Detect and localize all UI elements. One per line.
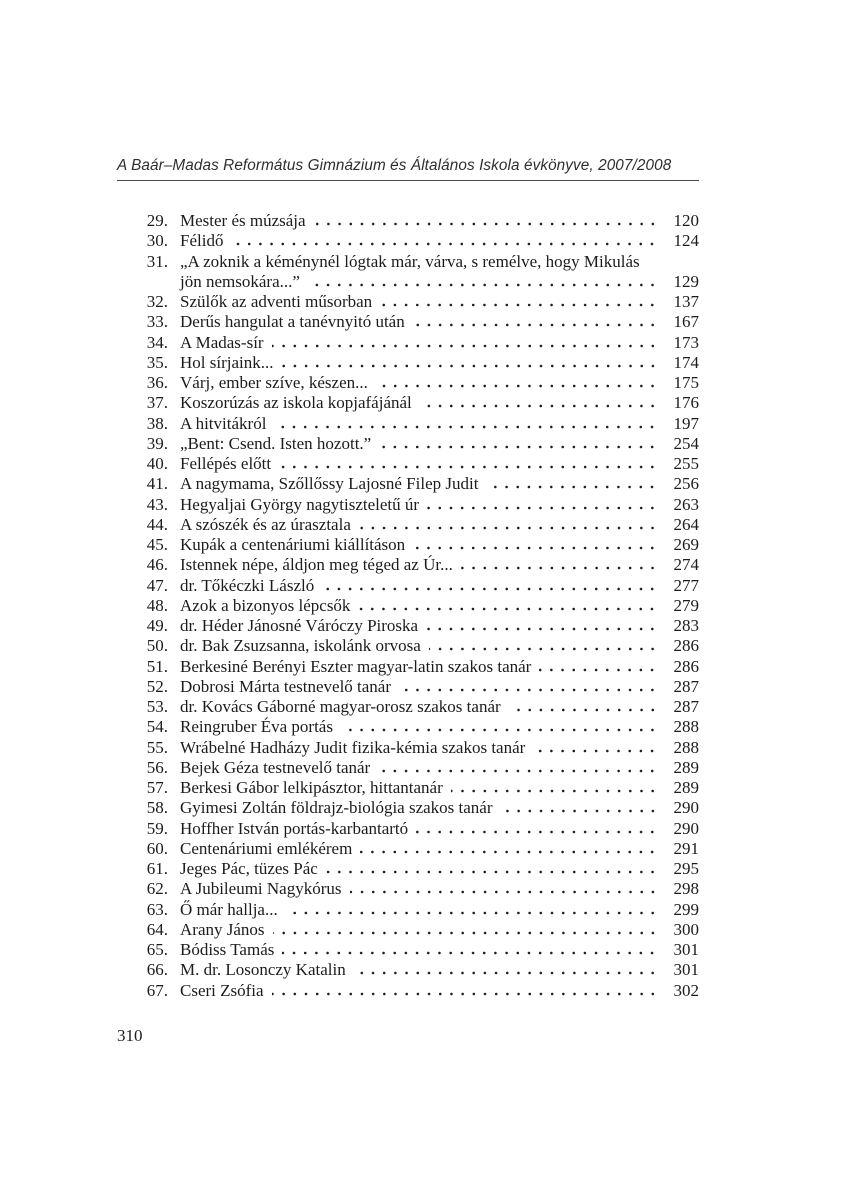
entry-page: 289 [673,778,699,797]
dot-leader [350,890,659,894]
entry-number: 53. [146,697,168,716]
entry-page: 302 [673,980,699,1000]
toc-row [140,758,699,778]
entry-page: 288 [673,717,699,737]
entry-number: 47. [146,575,168,595]
dot-leader [379,445,658,449]
entry-title: M. dr. Losonczy Katalin [180,960,346,980]
dot-leader [274,425,658,429]
entry-number: 61. [146,859,168,878]
entry-title: Koszorúzás az iskola kopjafájánál [180,393,412,413]
entry-number: 46. [146,555,168,575]
entry-page: 175 [673,373,699,392]
folio-page-number: 310 [117,1026,143,1045]
dot-leader [486,485,658,489]
toc-row [140,819,699,839]
toc-row [140,657,699,677]
toc-row [140,292,699,312]
dot-leader [426,627,658,631]
dot-leader [272,992,658,996]
dot-leader [359,526,658,530]
toc-row [140,940,699,960]
entry-number: 30. [146,231,168,251]
toc-row [140,981,699,1001]
entry-title: Mester és múzsája [180,211,306,230]
toc-row [140,373,699,393]
dot-leader [509,708,658,712]
entry-page: 286 [673,656,699,676]
dot-leader [376,384,658,388]
entry-title: dr. Héder Jánosné Váróczy Piroska [180,616,419,635]
entry-number: 49. [146,616,168,635]
entry-page: 255 [673,454,699,473]
entry-page: 256 [673,474,699,494]
entry-page: 300 [673,919,699,939]
entry-number: 35. [146,352,168,372]
entry-page: 301 [673,940,699,959]
entry-number: 54. [146,717,168,737]
dot-leader [354,971,658,975]
entry-page: 124 [673,231,699,251]
toc-row [140,576,699,596]
entry-number: 48. [146,595,168,615]
toc-row [140,555,699,575]
dot-leader [461,566,658,570]
entry-title: Hoffher István portás-karbantartó [180,818,409,838]
entry-title: Dobrosi Márta testnevelő tanár [180,676,392,696]
dot-leader [451,789,658,793]
entry-title: Berkesiné Berényi Eszter magyar-latin szakos tanár [180,656,532,676]
toc-row [140,272,699,292]
entry-page: 287 [673,676,699,696]
entry-title: Istennek népe, áldjon meg téged az Úr... [180,555,453,575]
dot-leader [501,809,658,813]
entry-title: Azok a bizonyos lépcsők [180,595,351,615]
entry-title: dr. Bak Zsuzsanna, iskolánk orvosa [180,636,421,656]
dot-leader [322,587,658,591]
entry-number: 36. [146,373,168,392]
dot-leader [308,283,658,287]
toc-row [140,495,699,515]
dot-leader [314,222,658,226]
toc-row [140,697,699,717]
entry-number: 66. [146,960,168,980]
entry-page: 173 [673,332,699,352]
entry-title: Fellépés előtt [180,454,272,473]
toc-row [140,535,699,555]
entry-page: 298 [673,879,699,899]
entry-title: Várj, ember szíve, készen... [180,373,368,392]
entry-number: 55. [146,737,168,757]
entry-title: A Madas-sír [180,332,264,352]
entry-page: 286 [673,636,699,656]
entry-number: 56. [146,757,168,777]
entry-title: A szószék és az úrasztala [180,514,351,534]
entry-number: 37. [146,393,168,413]
entry-number: 65. [146,940,168,959]
toc-row [140,900,699,920]
entry-number: 40. [146,454,168,473]
toc-row [140,211,699,231]
dot-leader [360,850,658,854]
dot-leader [326,870,658,874]
entry-page: 299 [673,899,699,919]
entry-page: 167 [673,312,699,332]
toc-row [140,474,699,494]
toc-row [140,879,699,899]
entry-page: 269 [673,535,699,554]
entry-title: jön nemsokára...” [180,271,300,291]
entry-page: 197 [673,413,699,433]
toc-row [140,515,699,535]
running-header: A Baár–Madas Református Gimnázium és Általános Iskola évkönyve, 2007/2008 [117,157,699,181]
entry-page: 279 [673,595,699,615]
entry-page: 129 [673,271,699,291]
entry-page: 291 [673,838,699,858]
entry-page: 295 [673,859,699,878]
entry-title: Bódiss Tamás [180,940,275,959]
dot-leader [416,830,658,834]
dot-leader [429,647,658,651]
dot-leader [279,465,658,469]
dot-leader [273,931,658,935]
entry-page: 287 [673,697,699,716]
entry-number: 57. [146,778,168,797]
toc-row [140,677,699,697]
entry-number: 62. [146,879,168,899]
entry-title: Cseri Zsófia [180,980,264,1000]
entry-number: 59. [146,818,168,838]
dot-leader [413,323,658,327]
dot-leader [272,344,658,348]
entry-number: 60. [146,838,168,858]
entry-title: Hol sírjaink... [180,352,274,372]
entry-page: 301 [673,960,699,980]
toc-row [140,717,699,737]
entry-title: dr. Kovács Gáborné magyar-orosz szakos tanár [180,697,501,716]
toc-row [140,778,699,798]
dot-leader [399,688,658,692]
dot-leader [341,728,658,732]
toc-row [140,839,699,859]
toc-row [140,434,699,454]
toc-row [140,920,699,940]
entry-page: 289 [673,757,699,777]
dot-leader [358,607,658,611]
entry-number: 50. [146,636,168,656]
entry-page: 290 [673,798,699,818]
entry-number: 33. [146,312,168,332]
entry-page: 290 [673,818,699,838]
entry-title: A hitvitákról [180,413,267,433]
toc-row [140,333,699,353]
entry-title: „A zoknik a kéménynél lógtak már, várva, s remélve, hogy Mikulás [180,251,640,271]
toc-row [140,596,699,616]
entry-page: 174 [673,352,699,372]
entry-page: 277 [673,575,699,595]
entry-number: 45. [146,535,168,554]
toc-row [140,616,699,636]
toc-row [140,312,699,332]
entry-number: 51. [146,656,168,676]
entry-title: Gyimesi Zoltán földrajz-biológia szakos tanár [180,798,493,818]
entry-title: Jeges Pác, tüzes Pác [180,859,318,878]
entry-title: dr. Tőkéczki László [180,575,315,595]
dot-leader [539,668,658,672]
entry-page: 120 [673,211,699,230]
entry-page: 264 [673,514,699,534]
dot-leader [413,546,658,550]
toc-row [140,454,699,474]
entry-title: A Jubileumi Nagykórus [180,879,342,899]
dot-leader [378,769,658,773]
entry-page: 288 [673,737,699,757]
dot-leader [286,911,658,915]
toc-row [140,252,699,272]
entry-page: 176 [673,393,699,413]
entry-title: Ő már hallja... [180,899,278,919]
entry-title: Derűs hangulat a tanévnyitó után [180,312,405,332]
entry-number: 67. [146,980,168,1000]
entry-title: Centenáriumi emlékérem [180,838,353,858]
toc-row [140,353,699,373]
entry-number: 41. [146,474,168,494]
entry-number: 34. [146,332,168,352]
dot-leader [533,749,658,753]
toc-row [140,393,699,413]
entry-number: 52. [146,676,168,696]
entry-number: 29. [146,211,168,230]
dot-leader [427,506,658,510]
toc-row [140,231,699,251]
entry-number: 31. [146,251,168,271]
toc-row [140,859,699,879]
entry-page: 254 [673,433,699,453]
toc-row [140,636,699,656]
entry-page: 263 [673,494,699,514]
entry-title: Berkesi Gábor lelkipásztor, hittantanár [180,778,443,797]
entry-number: 32. [146,292,168,311]
toc-list [140,211,699,1001]
entry-number: 58. [146,798,168,818]
entry-title: Félidő [180,231,224,251]
dot-leader [420,404,658,408]
entry-title: Hegyaljai György nagytiszteletű úr [180,494,420,514]
entry-number: 64. [146,919,168,939]
entry-title: „Bent: Csend. Isten hozott.” [180,433,372,453]
entry-title: Kupák a centenáriumi kiállításon [180,535,406,554]
entry-number: 43. [146,494,168,514]
entry-title: Szülők az adventi műsorban [180,292,373,311]
entry-page: 137 [673,292,699,311]
entry-title: Wrábelné Hadházy Judit fizika-kémia szakos tanár [180,737,526,757]
entry-title: Arany János [180,919,265,939]
entry-number: 44. [146,514,168,534]
toc-row [140,738,699,758]
entry-number: 38. [146,413,168,433]
dot-leader [380,303,658,307]
toc-row [140,960,699,980]
toc-row [140,414,699,434]
entry-number: 39. [146,433,168,453]
entry-page: 283 [673,616,699,635]
dot-leader [231,242,658,246]
dot-leader [282,364,659,368]
entry-title: Bejek Géza testnevelő tanár [180,757,371,777]
entry-title: A nagymama, Szőllőssy Lajosné Filep Judit [180,474,479,494]
toc-row [140,798,699,818]
dot-leader [282,951,658,955]
entry-number: 63. [146,899,168,919]
entry-page: 274 [673,555,699,575]
entry-title: Reingruber Éva portás [180,717,333,737]
